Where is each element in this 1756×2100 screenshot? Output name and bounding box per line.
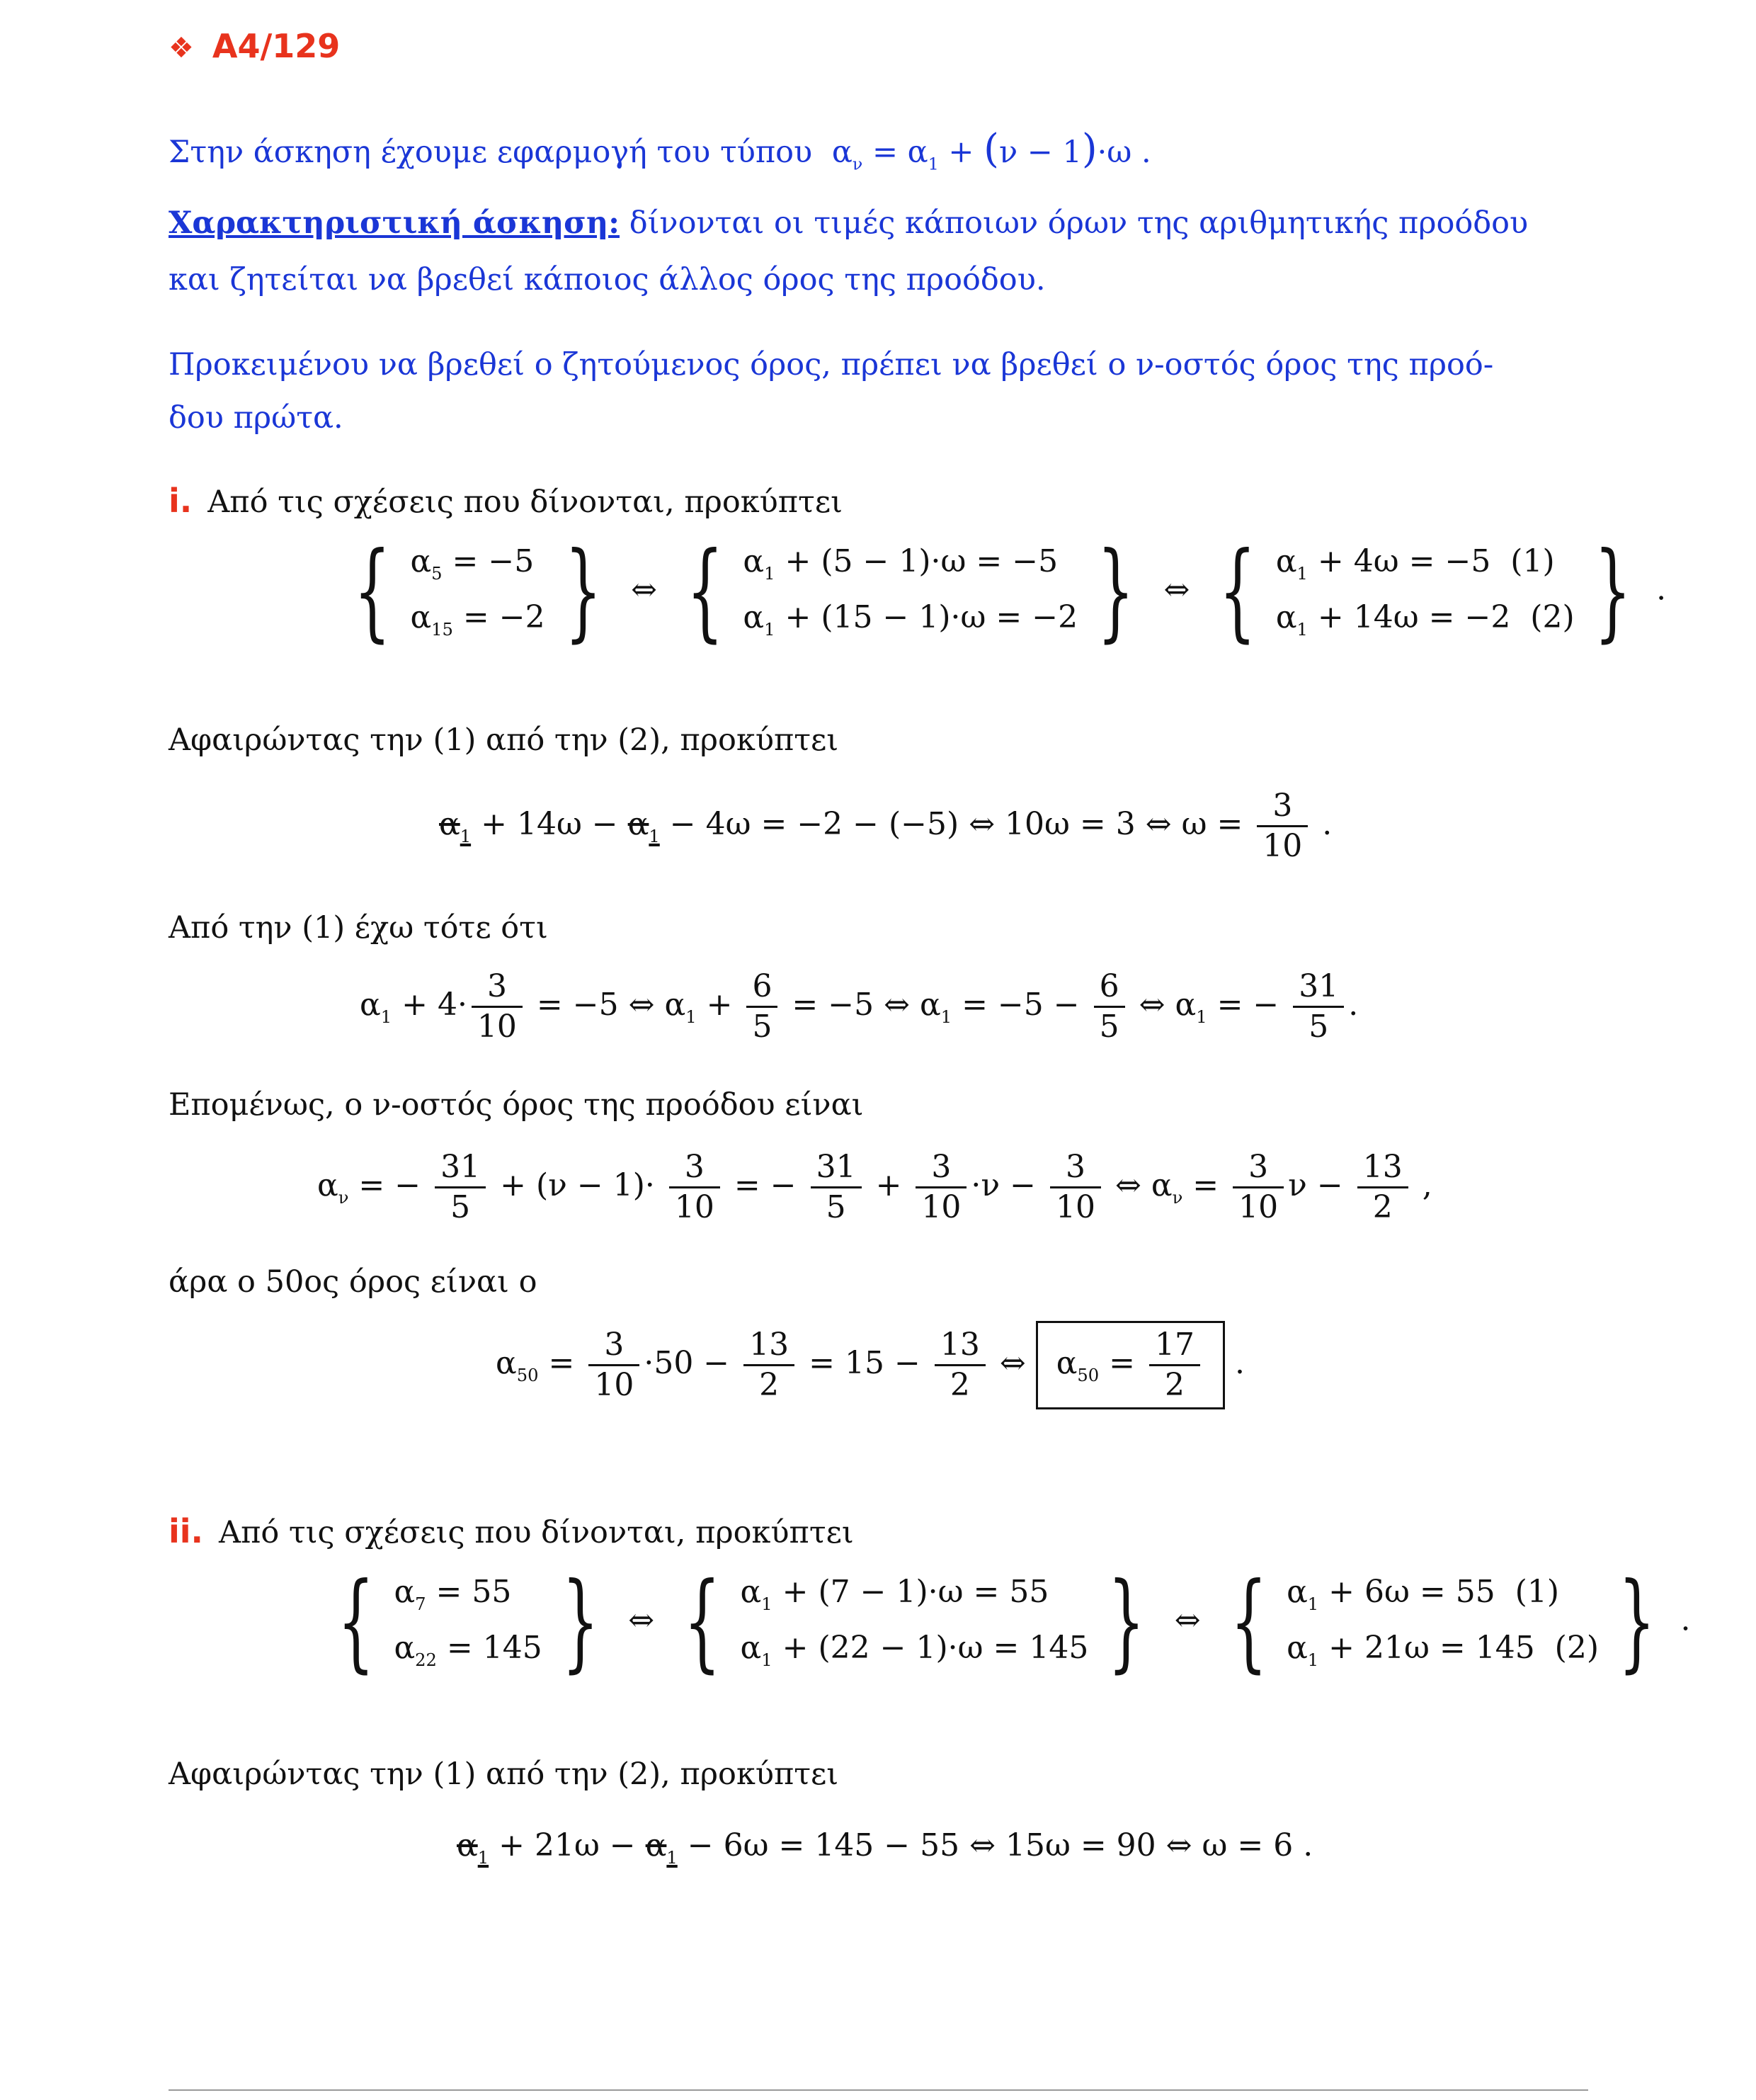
hint-line-1: Προκειμένου να βρεθεί ο ζητούμενος όρος, πρέπει να βρεθεί ο ν-οστός όρος της προό- [169, 347, 1494, 382]
part1-subtract-equation: $\alpha_1 + 14\omega - \alpha_1 - 4\omega = -2 - (-5)$ ⇔ 10ω = 3 ⇔ ω = $\frac{3}{10}$ . [439, 788, 1333, 865]
part2-system-expanded: { $\alpha_1 + (7 - 1)\cdot\omega = 55$ $\alpha_1 + (22 - 1)\cdot\omega = 145$ } [683, 1560, 1146, 1684]
part1-a1-equation: $\alpha_1 + 4\cdot$ $\frac{3}{10}$ = −5 ⇔ $\alpha_1$ + $\frac{6}{5}$ = −5 ⇔ $\alpha_1 = -5$ − $\frac{6}{5}$ ⇔ $\alpha_1$ = − $\frac{31}{5}$ . [360, 968, 1359, 1045]
part2-system: { $\alpha_7 = 55$ $\alpha_{22} = 145$ } ⇔ { $\alpha_1 + (7 - 1)\cdot\omega = 55$ $\alpha_1 + (22 - 1)\cdot\omega = 145$ } ⇔ { $\alpha_1 + 6\omega = 55$ (1) $\alpha_1 + 21\omega = 145$ (2) } . [322, 1569, 1690, 1675]
part1-lead: i. Από τις σχέσεις που δίνονται, προκύπτει [169, 482, 843, 520]
part2-subtract-text: Αφαιρώντας την (1) από την (2), προκύπτει [169, 1756, 839, 1792]
part1-from1-text: Από την (1) έχω τότε ότι [169, 910, 548, 946]
part1-system-expanded: { $\alpha_1 + (5 - 1)\cdot\omega = -5$ $\alpha_1 + (15 - 1)\cdot\omega = -2$ } [686, 530, 1135, 653]
part1-subtract-text: Αφαιρώντας την (1) από την (2), προκύπτει [169, 722, 839, 758]
footer-rule [169, 2089, 1588, 2091]
characteristic-line-1: Χαρακτηριστική άσκηση: δίνονται οι τιμές κάποιων όρων της αριθμητικής προόδου [169, 205, 1529, 241]
characteristic-line-2: και ζητείται να βρεθεί κάποιος άλλος όρος της προόδου. [169, 262, 1046, 297]
intro-formula-line: Στην άσκηση έχουμε εφαρμογή του τύπου $\alpha_\nu = \alpha_1 + (\nu - 1)\cdot\omega$ . [169, 126, 1151, 174]
part1-system-given: { $\alpha_5 = -5$ $\alpha_{15} = -2$ } [353, 530, 602, 653]
part1-answer-box: $\alpha_{50}$ = $\frac{17}{2}$ [1036, 1321, 1225, 1409]
exercise-title: ❖ A4/129 [169, 27, 341, 65]
general-term-formula: $\alpha_\nu = \alpha_1 + (\nu - 1)\cdot\omega$ . [831, 126, 1151, 174]
part2-lead: ii. Από τις σχέσεις που δίνονται, προκύπτει [169, 1512, 854, 1550]
part1-system: { $\alpha_5 = -5$ $\alpha_{15} = -2$ } ⇔ { $\alpha_1 + (5 - 1)\cdot\omega = -5$ $\alpha_1 + (15 - 1)\cdot\omega = -2$ } ⇔ { $\alpha_1 + 4\omega = -5$ (1) $\alpha_1 + 14\omega = -2$ (2) } . [338, 538, 1666, 645]
part2-subtract-equation: $\alpha_1 + 21\omega - \alpha_1 - 6\omega = 145 - 55$ ⇔ 15ω = 90 ⇔ ω = 6 . [457, 1827, 1313, 1868]
hint-line-2: δου πρώτα. [169, 400, 343, 436]
diamond-bullet-icon: ❖ [169, 32, 194, 64]
part1-so50-text: άρα ο 50ος όρος είναι ο [169, 1264, 537, 1300]
part2-system-simplified: { $\alpha_1 + 6\omega = 55$ (1) $\alpha_1 + 21\omega = 145$ (2) } [1230, 1560, 1655, 1684]
part1-a50-equation: $\alpha_{50}$ = $\frac{3}{10}$ ·50 − $\frac{13}{2}$ = 15 − $\frac{13}{2}$ ⇔ $\alpha_{50}$ = $\frac{17}{2}$ . [496, 1321, 1245, 1409]
part1-system-simplified: { $\alpha_1 + 4\omega = -5$ (1) $\alpha_1 + 14\omega = -2$ (2) } [1219, 530, 1631, 653]
part1-therefore-text: Επομένως, ο ν-οστός όρος της προόδου είναι [169, 1087, 864, 1123]
part1-an-equation: $\alpha_\nu$ = − $\frac{31}{5}$ + (ν − 1)· $\frac{3}{10}$ = − $\frac{31}{5}$ + $\frac{3}{10}$ ·ν − $\frac{3}{10}$ ⇔ $\alpha_\nu$ = $\frac{3}{10}$ ν − $\frac{13}{2}$ , [317, 1149, 1432, 1226]
part2-system-given: { $\alpha_7 = 55$ $\alpha_{22} = 145$ } [337, 1560, 599, 1684]
